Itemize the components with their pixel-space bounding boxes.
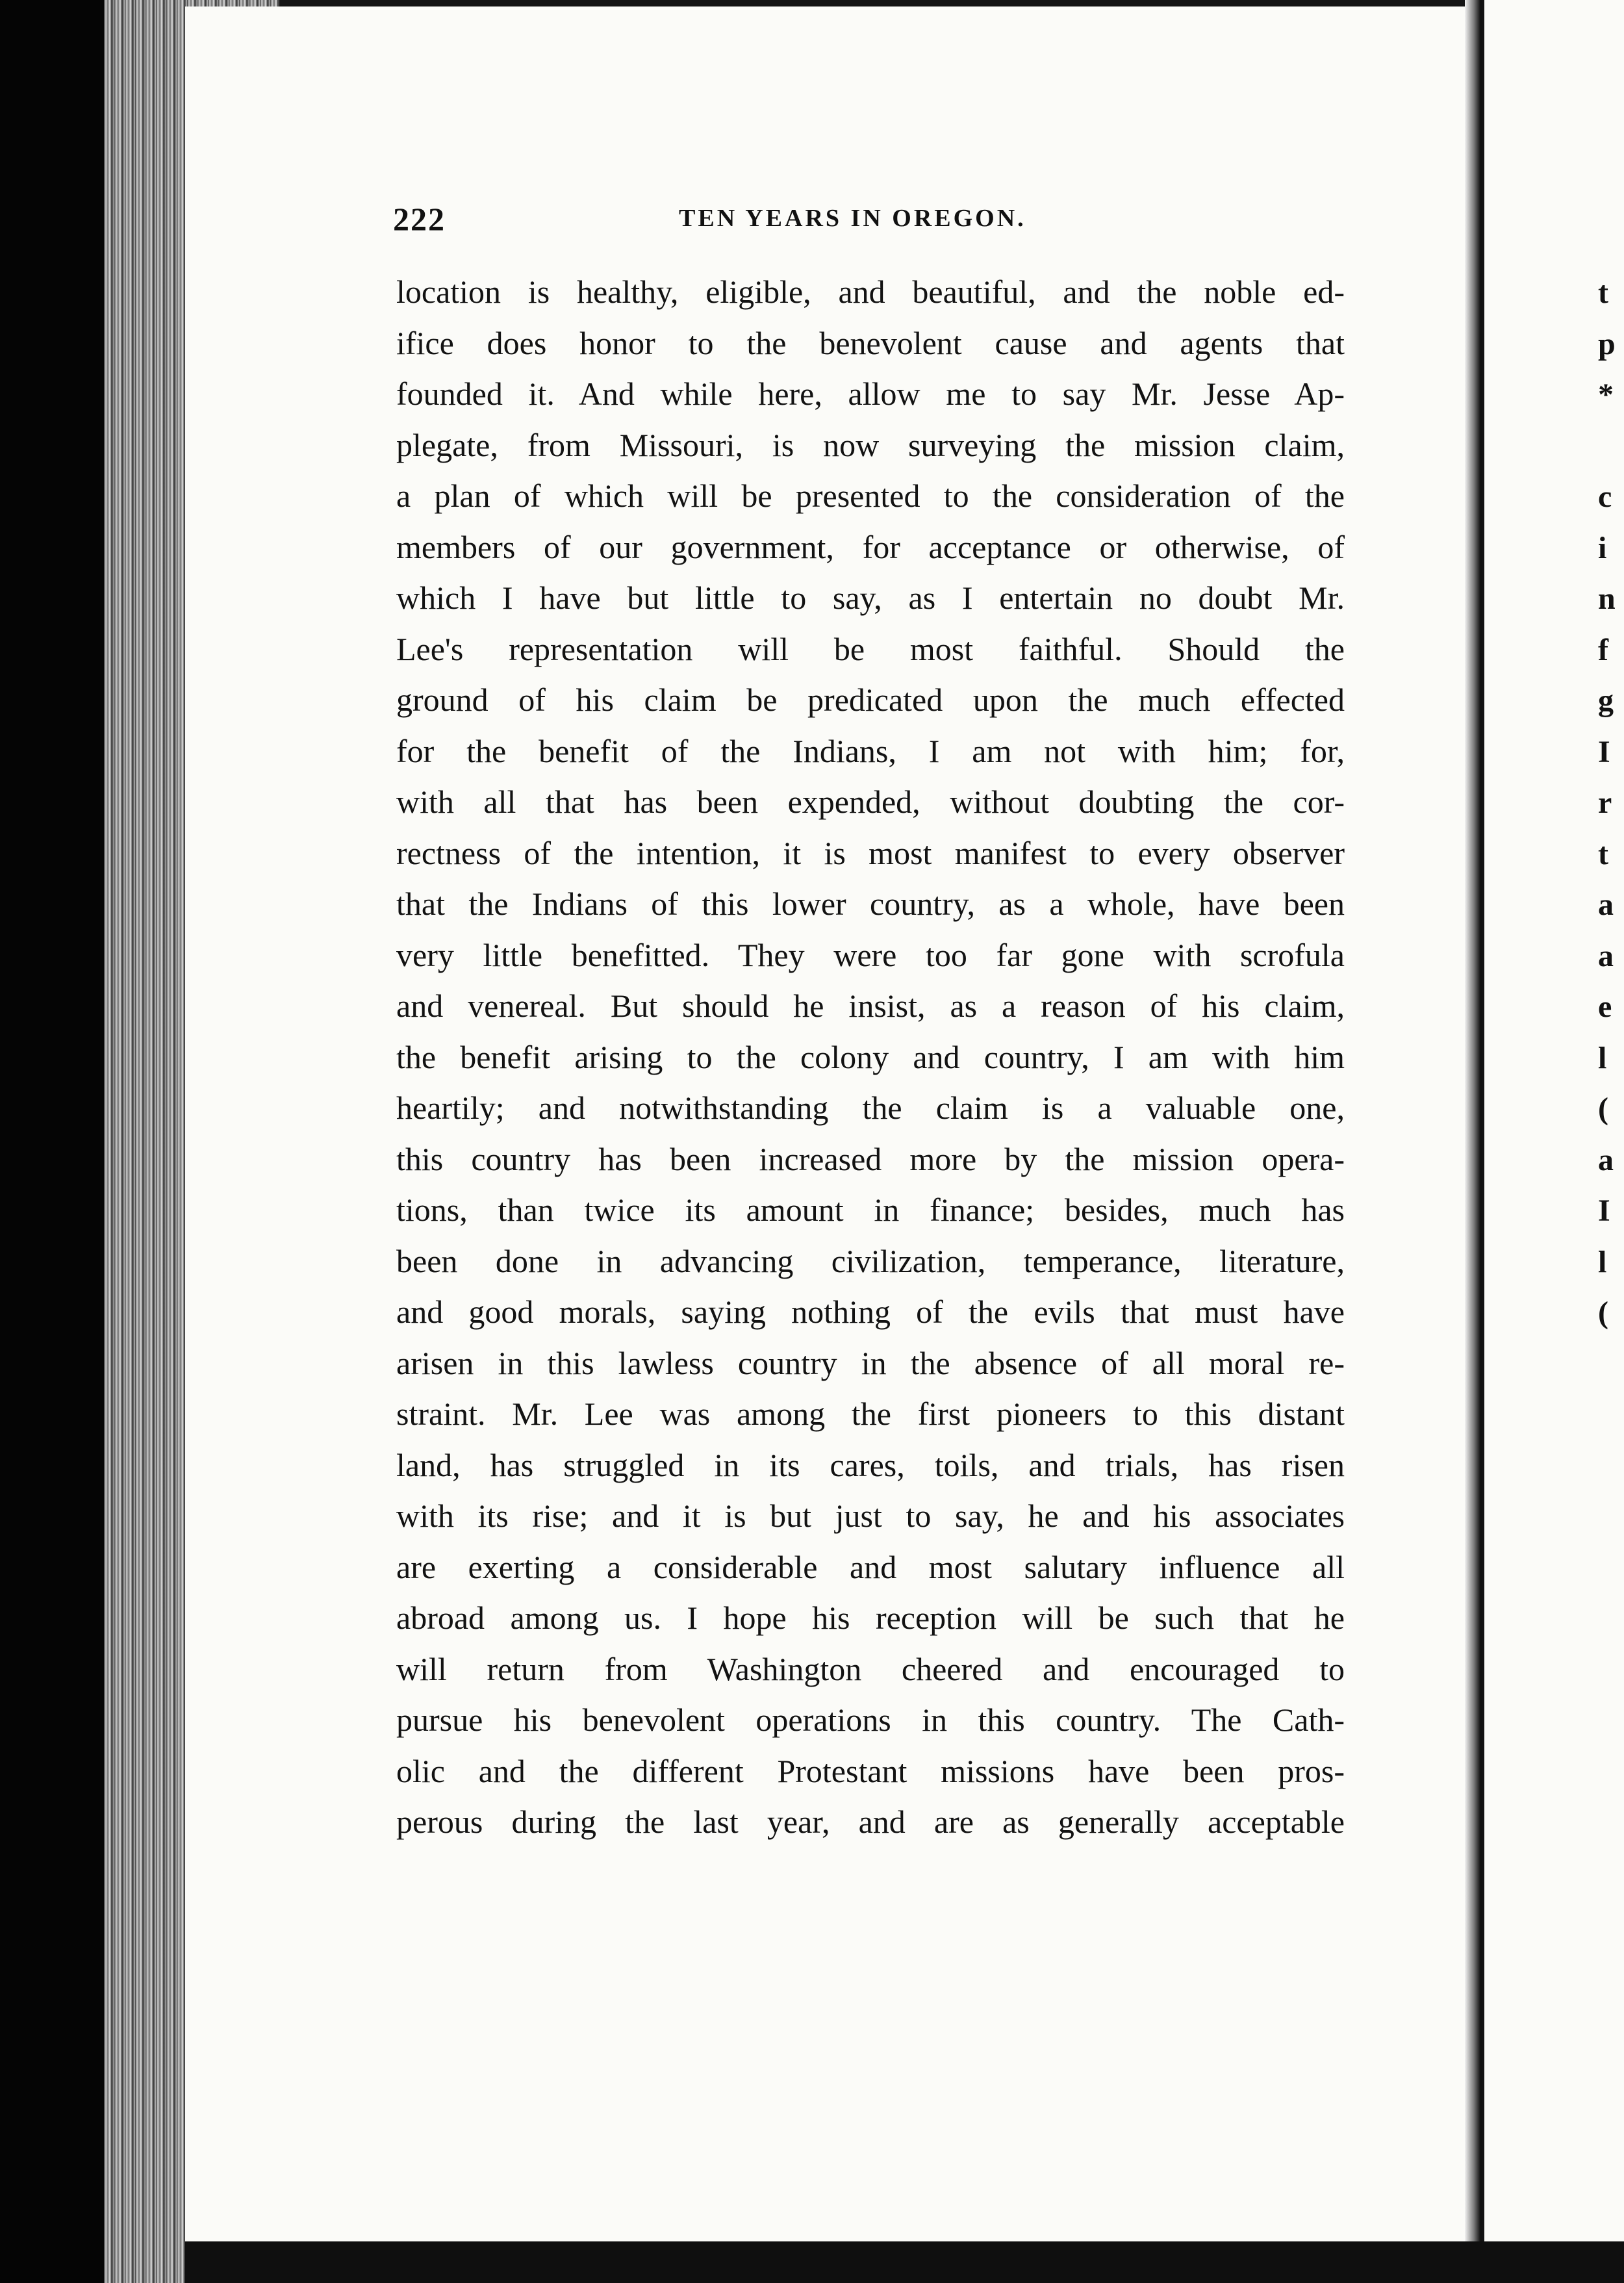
facing-page-fragment: (	[1598, 1295, 1608, 1330]
scan-left-margin	[0, 0, 104, 2283]
facing-page-fragment: (	[1598, 1091, 1608, 1126]
facing-page-fragment: f	[1598, 632, 1608, 667]
text-line: members of our government, for acceptance or otherwise, of	[396, 528, 1345, 565]
text-line: with its rise; and it is but just to say, he and his associates	[396, 1498, 1345, 1534]
facing-page-fragment: t	[1598, 836, 1608, 871]
text-line: been done in advancing civilization, temperance, literature,	[396, 1242, 1345, 1279]
text-line: arisen in this lawless country in the absence of all moral re-	[396, 1344, 1345, 1381]
text-line: Lee's representation will be most faithful. Should the	[396, 630, 1345, 667]
text-line: olic and the different Protestant missions have been pros-	[396, 1752, 1345, 1789]
facing-page-fragment: g	[1598, 683, 1614, 718]
text-line: heartily; and notwithstanding the claim is a valuable one,	[396, 1090, 1345, 1126]
text-line: and venereal. But should he insist, as a reason of his claim,	[396, 988, 1345, 1024]
text-line: pursue his benevolent operations in this country. The Cath-	[396, 1702, 1345, 1738]
text-line: ground of his claim be predicated upon the much effected	[396, 682, 1345, 718]
text-line: plegate, from Missouri, is now surveying the mission claim,	[396, 426, 1345, 463]
text-line: that the Indians of this lower country, as a whole, have been	[396, 886, 1345, 922]
facing-page-fragment: *	[1598, 377, 1614, 412]
text-line: ifice does honor to the benevolent cause and agents that	[396, 324, 1345, 361]
facing-page-fragment: I	[1598, 734, 1610, 769]
text-line: straint. Mr. Lee was among the first pioneers to this distant	[396, 1396, 1345, 1432]
facing-page-fragment: n	[1598, 581, 1616, 616]
facing-page-fragment: t	[1598, 275, 1608, 310]
facing-page-fragment: l	[1598, 1244, 1607, 1279]
page-header	[393, 200, 1335, 246]
facing-page-fragment: a	[1598, 887, 1614, 922]
text-line: founded it. And while here, allow me to say Mr. Jesse Ap-	[396, 376, 1345, 412]
facing-page-fragment: i	[1598, 530, 1607, 565]
text-line: this country has been increased more by the mission opera-	[396, 1140, 1345, 1177]
text-line: which I have but little to say, as I entertain no doubt Mr.	[396, 580, 1345, 616]
page-number: 222	[393, 201, 446, 237]
facing-page-text-fragments	[1598, 268, 1623, 1339]
text-line: very little benefitted. They were too far gone with scrofula	[396, 936, 1345, 973]
text-line: tions, than twice its amount in finance; besides, much has	[396, 1192, 1345, 1228]
text-line: for the benefit of the Indians, I am not with him; for,	[396, 732, 1345, 769]
facing-page-fragment: c	[1598, 479, 1612, 514]
text-line: abroad among us. I hope his reception will be such that he	[396, 1600, 1345, 1636]
running-head: TEN YEARS IN OREGON.	[679, 205, 1026, 232]
text-line: rectness of the intention, it is most manifest to every observer	[396, 834, 1345, 871]
facing-page-fragment: e	[1598, 989, 1612, 1024]
text-line: perous during the last year, and are as generally acceptable	[396, 1804, 1345, 1840]
text-line: with all that has been expended, without doubting the cor-	[396, 784, 1345, 820]
text-line: a plan of which will be presented to the consideration of the	[396, 478, 1345, 514]
facing-page-fragment	[1598, 421, 1623, 472]
facing-page-fragment: a	[1598, 1142, 1614, 1177]
body-text	[396, 266, 1345, 1848]
facing-page-fragment: r	[1598, 785, 1612, 820]
facing-page-fragment: I	[1598, 1193, 1610, 1228]
text-line: land, has struggled in its cares, toils, and trials, has risen	[396, 1446, 1345, 1483]
scan-bottom-shadow	[185, 2241, 1624, 2283]
facing-page-fragment: a	[1598, 938, 1614, 973]
facing-page-fragment: p	[1598, 326, 1616, 361]
text-line: and good morals, saying nothing of the evils that must have	[396, 1294, 1345, 1330]
text-line: location is healthy, eligible, and beautiful, and the noble ed-	[396, 274, 1345, 310]
text-line: will return from Washington cheered and encouraged to	[396, 1650, 1345, 1687]
text-line: are exerting a considerable and most salutary influence all	[396, 1548, 1345, 1585]
facing-page-fragment: l	[1598, 1040, 1607, 1075]
text-line: the benefit arising to the colony and country, I am with him	[396, 1038, 1345, 1075]
